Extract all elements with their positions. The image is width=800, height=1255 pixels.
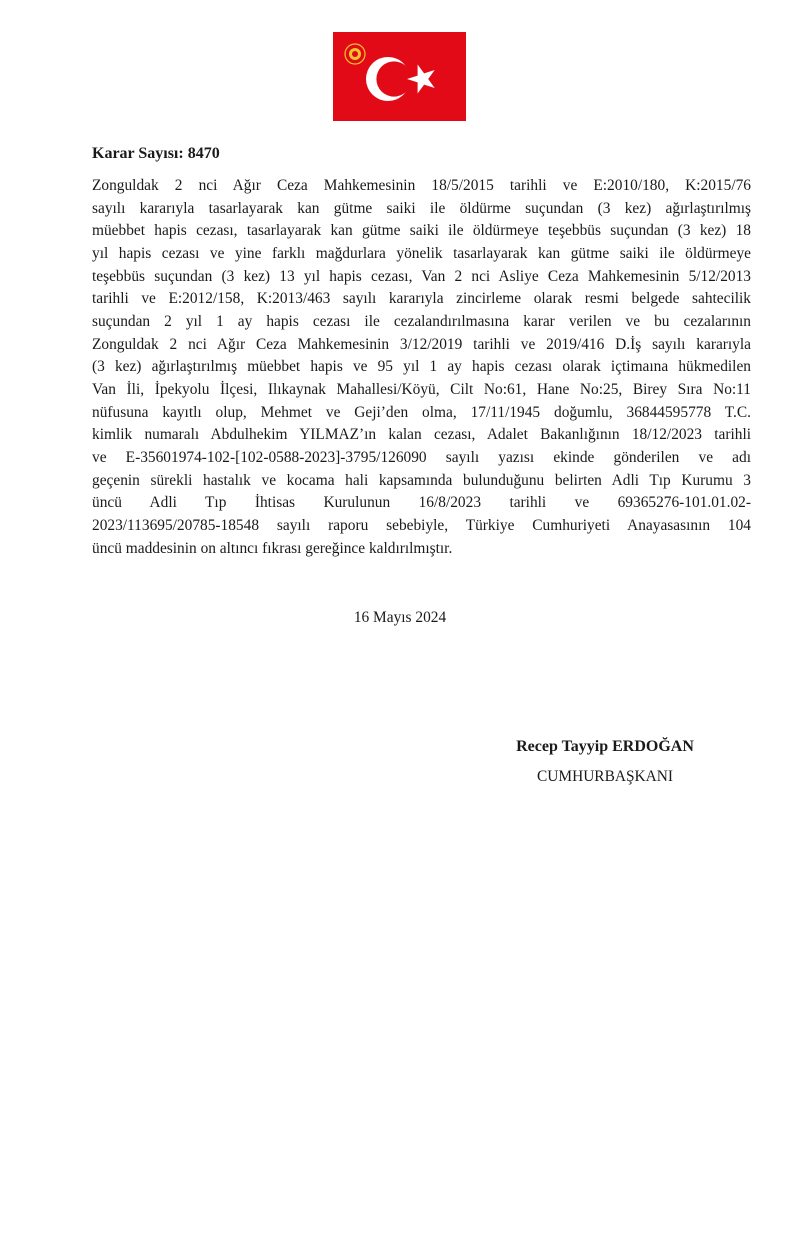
body-line: teşebbüs suçundan (3 kez) 13 yıl hapis cezası, Van 2 nci Asliye Ceza Mahkemesinin 5/12/2013 xyxy=(92,267,751,285)
decision-number: Karar Sayısı: 8470 xyxy=(92,145,220,162)
signer-title: CUMHURBAŞKANI xyxy=(537,768,673,785)
body-line: (3 kez) ağırlaştırılmış müebbet hapis ve 95 yıl 1 ay hapis cezası olarak içtimaına hükmedilen xyxy=(92,358,751,376)
decision-date: 16 Mayıs 2024 xyxy=(353,609,447,626)
crescent-inner xyxy=(376,61,411,96)
body-line: kimlik numaralı Abdulhekim YILMAZ’ın kalan cezası, Adalet Bakanlığının 18/12/2023 tarihli xyxy=(92,426,751,444)
body-line: müebbet hapis cezası, tasarlayarak kan gütme saiki ile öldürmeye teşebbüs suçundan (3 kez) 18 xyxy=(92,222,751,240)
body-line: sayılı kararıyla tasarlayarak kan gütme saiki ile öldürme suçundan (3 kez) ağırlaştırılmış xyxy=(92,199,751,217)
body-line: suçundan 2 yıl 1 ay hapis cezası ile cezalandırılmasına karar verilen ve bu cezalarının xyxy=(92,312,751,330)
body-line: 2023/113695/20785-18548 sayılı raporu sebebiyle, Türkiye Cumhuriyeti Anayasasının 104 xyxy=(92,516,751,534)
turkish-flag xyxy=(333,32,466,121)
body-line: Zonguldak 2 nci Ağır Ceza Mahkemesinin 18/5/2015 tarihli ve E:2010/180, K:2015/76 xyxy=(92,177,751,194)
body-line: yıl hapis cezası ve yine farklı mağdurlara yönelik tasarlayarak kan gütme saiki ile öldürmeye xyxy=(92,244,751,262)
body-line: ve E-35601974-102-[102-0588-2023]-3795/126090 sayılı yazısı ekinde gönderilen ve adı xyxy=(92,448,751,466)
signer-name: Recep Tayyip ERDOĞAN xyxy=(516,738,694,755)
body-line: Zonguldak 2 nci Ağır Ceza Mahkemesinin 3/12/2019 tarihli ve 2019/416 D.İş sayılı kararıyla xyxy=(92,335,751,353)
body-line: üncü Adli Tıp İhtisas Kurulunun 16/8/2023 tarihli ve 69365276-101.01.02- xyxy=(92,494,751,512)
decision-body xyxy=(92,175,751,560)
body-line: nüfusuna kayıtlı olup, Mehmet ve Geji’den olma, 17/11/1945 doğumlu, 36844595778 T.C. xyxy=(92,403,751,421)
body-line: tarihli ve E:2012/158, K:2013/463 sayılı kararıyla zincirleme olarak resmi belgede sahtecilik xyxy=(92,290,751,308)
body-line: geçenin sürekli hastalık ve kocama hali kapsamında bulunduğunu belirten Adli Tıp Kurumu 3 xyxy=(92,471,751,489)
body-line: üncü maddesinin on altıncı fıkrası gereğince kaldırılmıştır. xyxy=(92,539,453,557)
body-line: Van İli, İpekyolu İlçesi, Ilıkaynak Mahallesi/Köyü, Cilt No:61, Hane No:25, Birey Sıra No:11 xyxy=(92,380,751,398)
flag-emblem-icon xyxy=(333,32,466,121)
